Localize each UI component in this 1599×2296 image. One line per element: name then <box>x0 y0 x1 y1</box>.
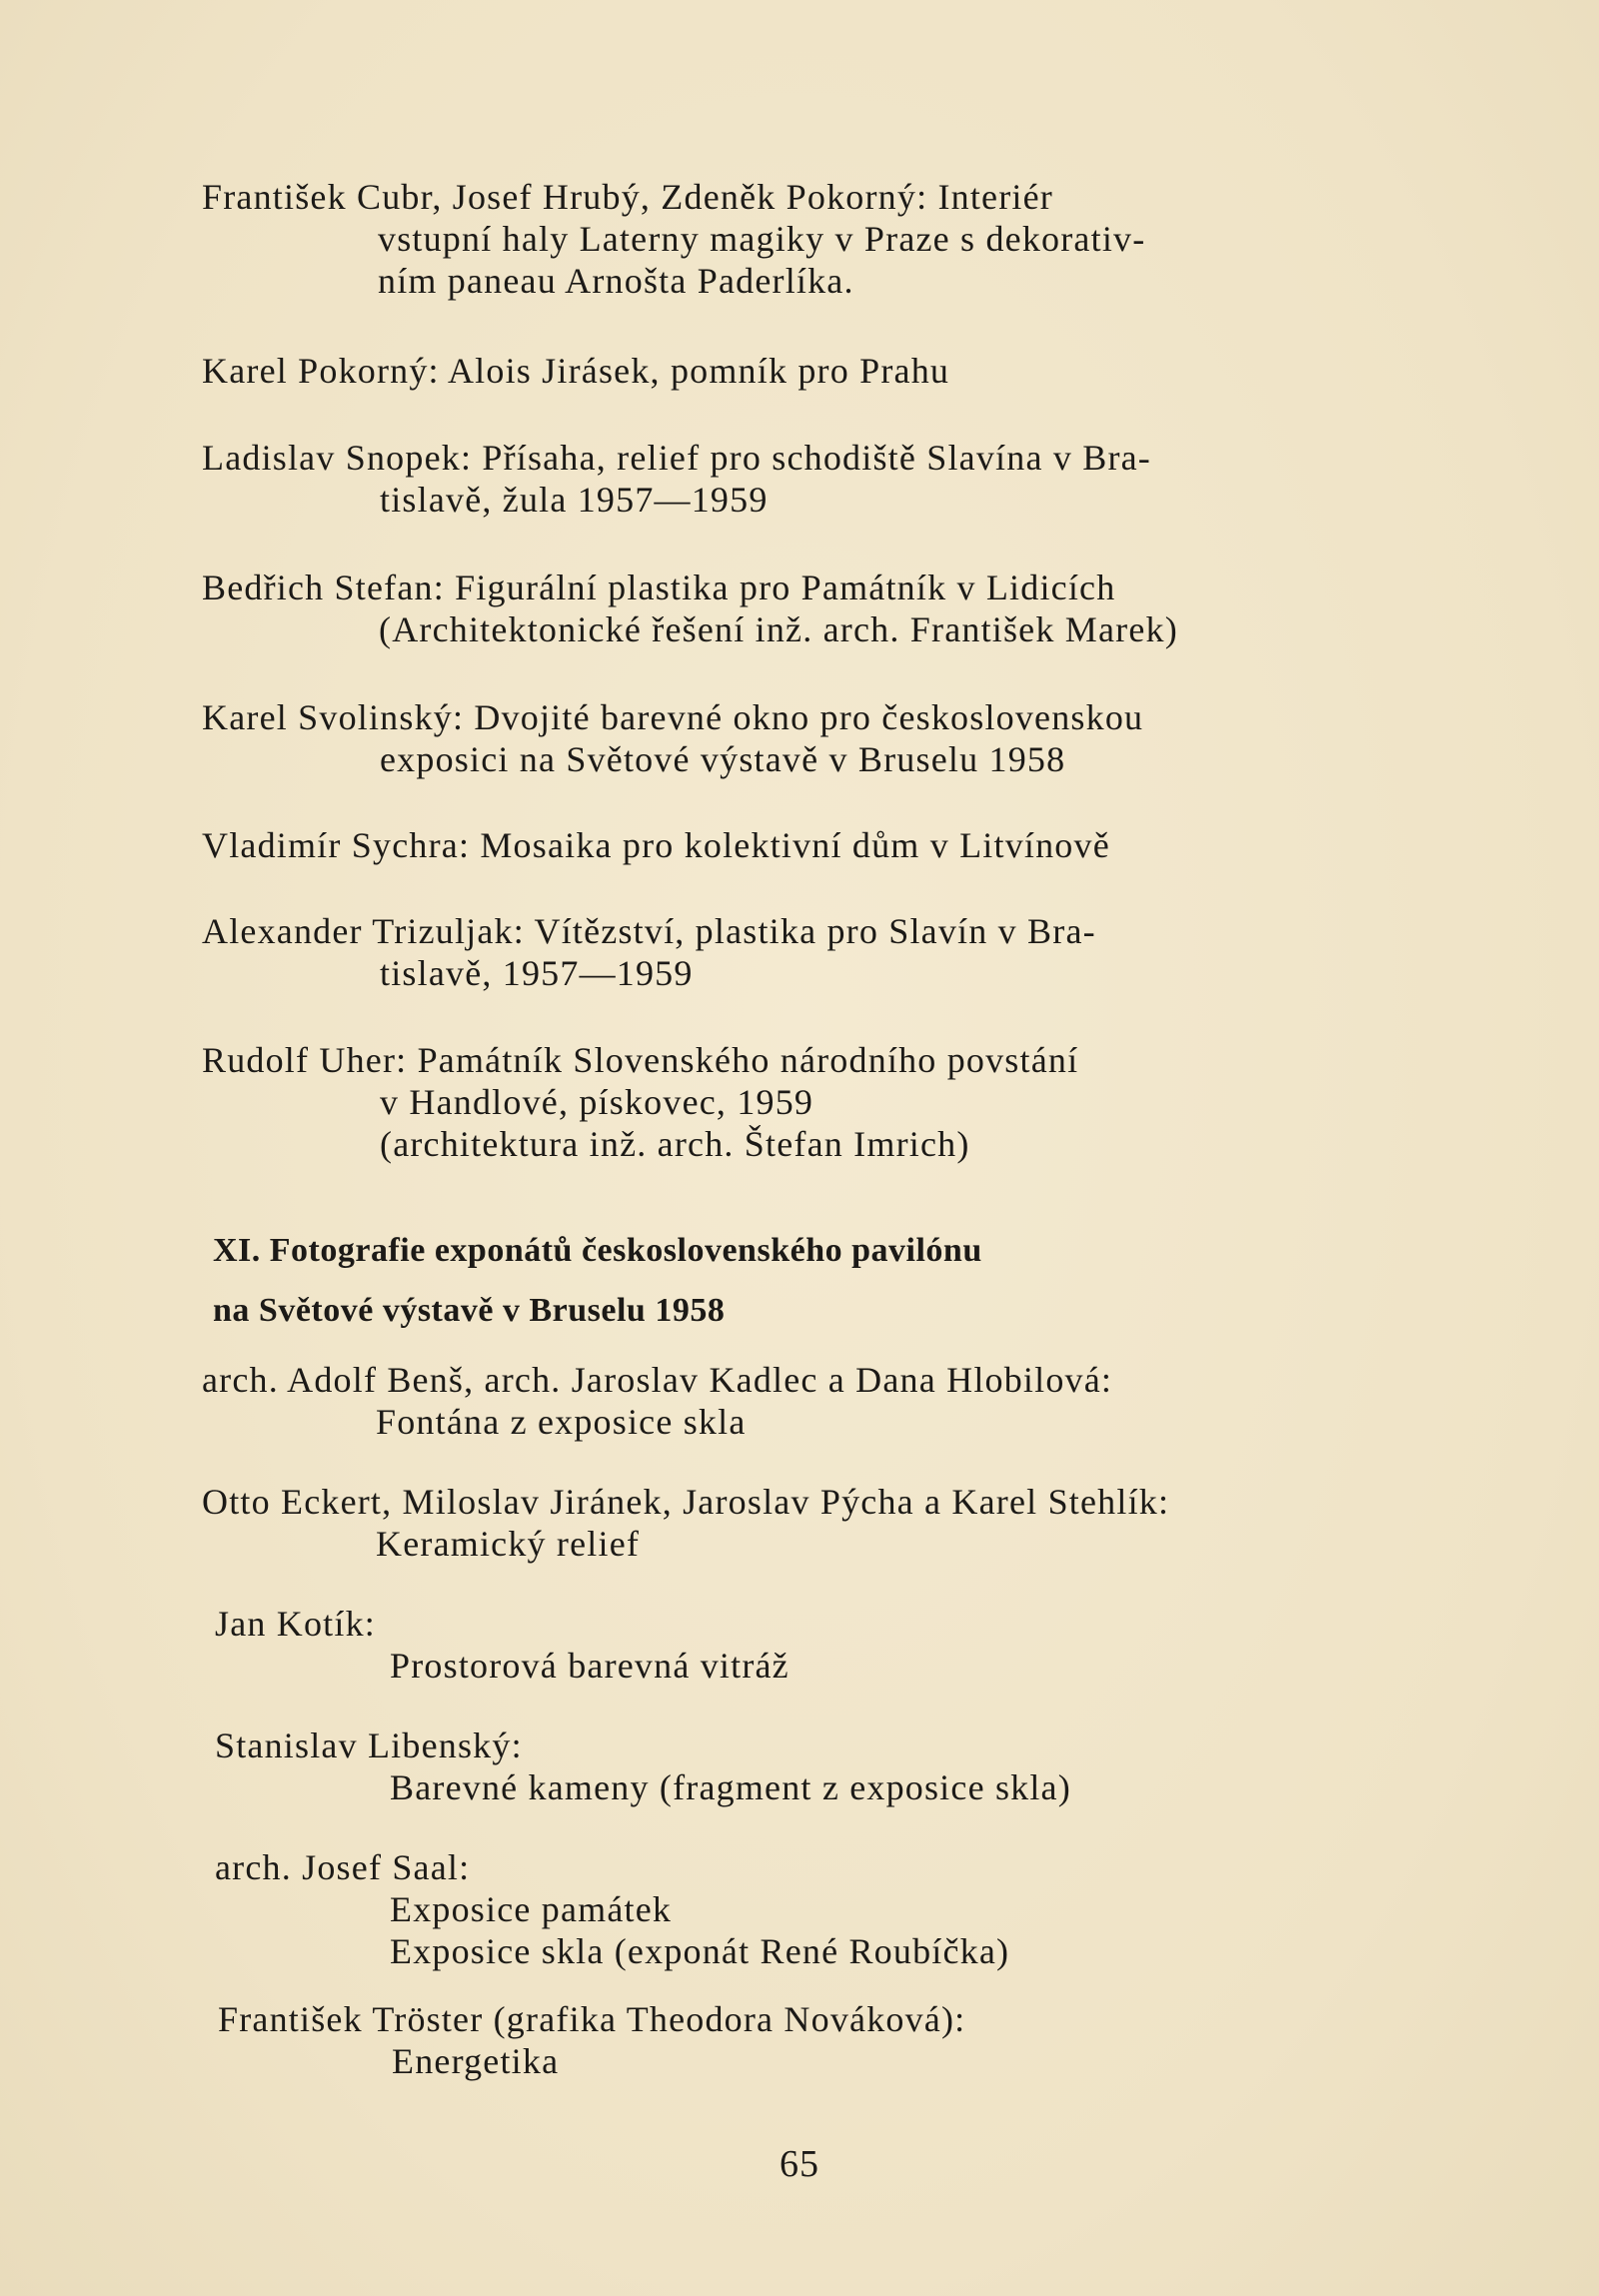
entry-line: Exposice památek <box>390 1889 673 1929</box>
entry-eckert <box>202 1481 1381 1565</box>
entry-line: Karel Svolinský: Dvojité barevné okno pro československou <box>202 697 1144 737</box>
entry-line: Keramický relief <box>376 1524 641 1564</box>
entry-line: Stanislav Libenský: <box>215 1725 523 1765</box>
entry-line: Jan Kotík: <box>215 1604 376 1644</box>
entry-line: arch. Adolf Benš, arch. Jaroslav Kadlec a Dana Hlobilová: <box>202 1360 1113 1400</box>
entry-line: Bedřich Stefan: Figurální plastika pro Památník v Lidicích <box>202 568 1116 607</box>
entry-line: František Cubr, Josef Hrubý, Zdeněk Pokorný: Interiér <box>202 177 1053 217</box>
entry-line: Fontána z exposice skla <box>376 1402 747 1442</box>
entry-line: Rudolf Uher: Památník Slovenského národního povstání <box>202 1040 1079 1080</box>
page-number: 65 <box>780 2143 819 2185</box>
entry-bens <box>202 1359 1381 1443</box>
entry-troster <box>218 1998 1397 2082</box>
section-heading <box>213 1221 982 1341</box>
entry-line: Prostorová barevná vitráž <box>390 1646 790 1686</box>
entry-line: Karel Pokorný: Alois Jirásek, pomník pro Prahu <box>202 351 950 391</box>
entry-line: Barevné kameny (fragment z exposice skla) <box>390 1767 1071 1807</box>
entry-line: tislavě, 1957—1959 <box>380 953 694 993</box>
entry-line: ním paneau Arnošta Paderlíka. <box>378 261 854 301</box>
entry-line: Energetika <box>392 2041 560 2081</box>
entry-cubr <box>202 176 1381 302</box>
entry-line: exposici na Světové výstavě v Bruselu 1958 <box>380 739 1066 779</box>
entry-line: (Architektonické řešení inž. arch. František Marek) <box>379 609 1178 649</box>
entry-uher <box>202 1039 1381 1165</box>
entry-line: arch. Josef Saal: <box>215 1847 471 1887</box>
entry-svolinsky <box>202 696 1381 780</box>
entry-saal <box>215 1846 1394 1972</box>
entry-line: Exposice skla (exponát René Roubíčka) <box>390 1931 1010 1971</box>
entry-line: vstupní haly Laterny magiky v Praze s dekorativ- <box>378 219 1146 259</box>
entry-line: v Handlové, pískovec, 1959 <box>380 1082 814 1122</box>
entry-trizuljak <box>202 910 1381 994</box>
entry-line: Alexander Trizuljak: Vítězství, plastika pro Slavín v Bra- <box>202 911 1096 951</box>
entry-snopek <box>202 437 1381 521</box>
entry-pokorny <box>202 350 1381 392</box>
entry-line: Otto Eckert, Miloslav Jiránek, Jaroslav Pýcha a Karel Stehlík: <box>202 1482 1170 1522</box>
entry-line: tislavě, žula 1957—1959 <box>380 480 769 520</box>
entry-stefan <box>202 567 1381 650</box>
entry-line: Ladislav Snopek: Přísaha, relief pro schodiště Slavína v Bra- <box>202 438 1151 478</box>
entry-libensky <box>215 1724 1394 1808</box>
entry-kotik <box>215 1603 1394 1687</box>
entry-line: František Tröster (grafika Theodora Nováková): <box>218 1999 966 2039</box>
entry-line: (architektura inž. arch. Štefan Imrich) <box>380 1124 970 1164</box>
entry-line: Vladimír Sychra: Mosaika pro kolektivní dům v Litvínově <box>202 825 1110 865</box>
section-heading-line-1: XI. Fotografie exponátů československého pavilónu <box>213 1232 982 1269</box>
entry-sychra <box>202 824 1381 866</box>
section-heading-line-2: na Světové výstavě v Bruselu 1958 <box>213 1292 726 1329</box>
